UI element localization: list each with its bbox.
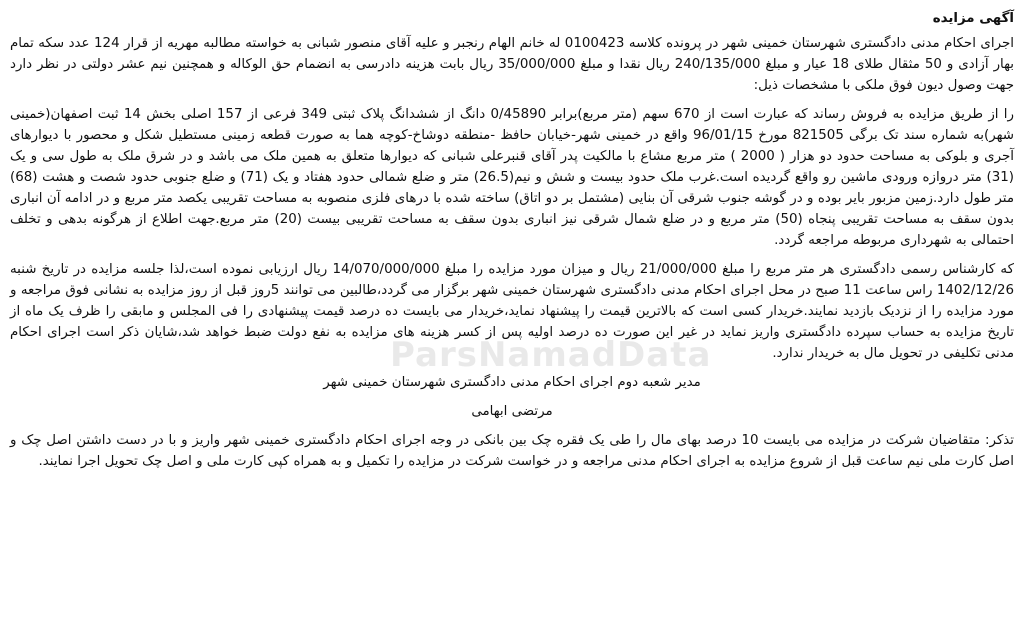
valuation-paragraph: که کارشناس رسمی دادگستری هر متر مربع را مبلغ 21/000/000 ریال و میزان مورد مزایده را مبلغ 14/070/000/000 ریال ارزیابی نموده است،لذا جلسه مزایده در تاریخ شنبه 1402/12/26 راس ساعت 11 صبح در محل اجرای احکام مدنی دادگستری شهرستان خمینی شهر برگزار می گردد،طالبین می توانند 5روز قبل از روز مزایده به نشانی فوق مراجعه و مورد مزایده را از نزدیک بازدید نمایند.خریدار کسی است که بالاترین قیمت را پیشنهاد نماید،خریدار می بایست ده درصد قیمت پیشنهادی را فی المجلس و مابقی را ظرف یک ماه از تاریخ مزایده به حساب سپرده دادگستری واریز نماید در غیر این صورت ده درصد اولیه پس از کسر هزینه های مزایده به نفع دولت ضبط خواهد شد،شایان ذکر است اجرای احکام مدنی تکلیفی در تحویل مال به خریدار ندارد. (10, 262, 1015, 361)
watermark-text: ParsNamadData (390, 335, 712, 375)
intro-paragraph: اجرای احکام مدنی دادگستری شهرستان خمینی شهر در پرونده کلاسه 0100423 له خانم الهام رنجبر و علیه آقای منصور شبانی به خواسته مطالبه مهریه از قرار 124 عدد سکه تمام بهار آزادی و 50 مثقال طلای 18 عیار و مبلغ 240/135/000 ریال نقدا و مبلغ 35/000/000 ریال بابت هزینه دادرسی به انضمام حق الوکاله و همچنین نیم عشر دولتی در نظر دارد جهت وصول دیون فوق ملکی با مشخصات ذیل: (10, 36, 1015, 93)
signature-title: مدیر شعبه دوم اجرای احکام مدنی دادگستری شهرستان خمینی شهر (323, 375, 701, 390)
signature-name: مرتضی ابهامی (471, 404, 553, 419)
property-description-paragraph: را از طریق مزایده به فروش رساند که عبارت است از 670 سهم (متر مربع)برابر 0/45890 دانگ از ششدانگ پلاک ثبتی 349 فرعی از 157 اصلی بخش 14 ثبت اصفهان(خمینی شهر)به شماره سند تک برگی 821505 مورخ 96/01/15 واقع در خمینی شهر-خیابان حافظ -منطقه دوشاخ-کوچه هما به صورت قطعه زمینی مستطیل شکل و محصور با دیوارهای آجری و بلوکی به مساحت حدود دو هزار ( 2000 ) متر مربع مشاع با مالکیت پدر آقای قنبرعلی شبانی که دیوارها متعلق به همین ملک می باشد و در شرق ملک به طول سی و یک (31) متر دروازه ورودی ماشین رو واقع گردیده است.غرب ملک حدود بیست و شش و نیم(26.5) متر و ضلع شمالی حدود هفتاد و یک (71) و ضلع جنوبی حدود شصت و هشت (68) متر طول دارد.زمین مزبور بایر بوده و در گوشه جنوب شرقی آن بنایی (مشتمل بر دو اتاق) ساخته شده با درهای فلزی منصوبه به مساحت تقریبی یکصد متر مربع و در ادامه آن انباری بدون سقف به مساحت تقریبی پنجاه (50) متر مربع و در ضلع شمال شرقی نیز انباری بدون سقف به مساحت تقریبی بیست (20) متر مربع.جهت اطلاع از هرگونه بدهی و تخلف احتمالی به شهرداری مربوطه مراجعه گردد. (10, 107, 1015, 248)
note-paragraph: تذکر: متقاضیان شرکت در مزایده می بایست 10 درصد بهای مال را طی یک فقره چک بین بانکی در وجه اجرای احکام دادگستری خمینی شهر واریز و با در دست داشتن اصل چک و اصل کارت ملی نیم ساعت قبل از شروع مزایده به اجرای احکام مدنی مراجعه و در خواست شرکت در مزایده را تکمیل و به همراه کپی کارت ملی و اصل چک تحویل اجرا نمایند. (10, 433, 1014, 469)
notice-title: آگهی مزایده (932, 11, 1014, 26)
